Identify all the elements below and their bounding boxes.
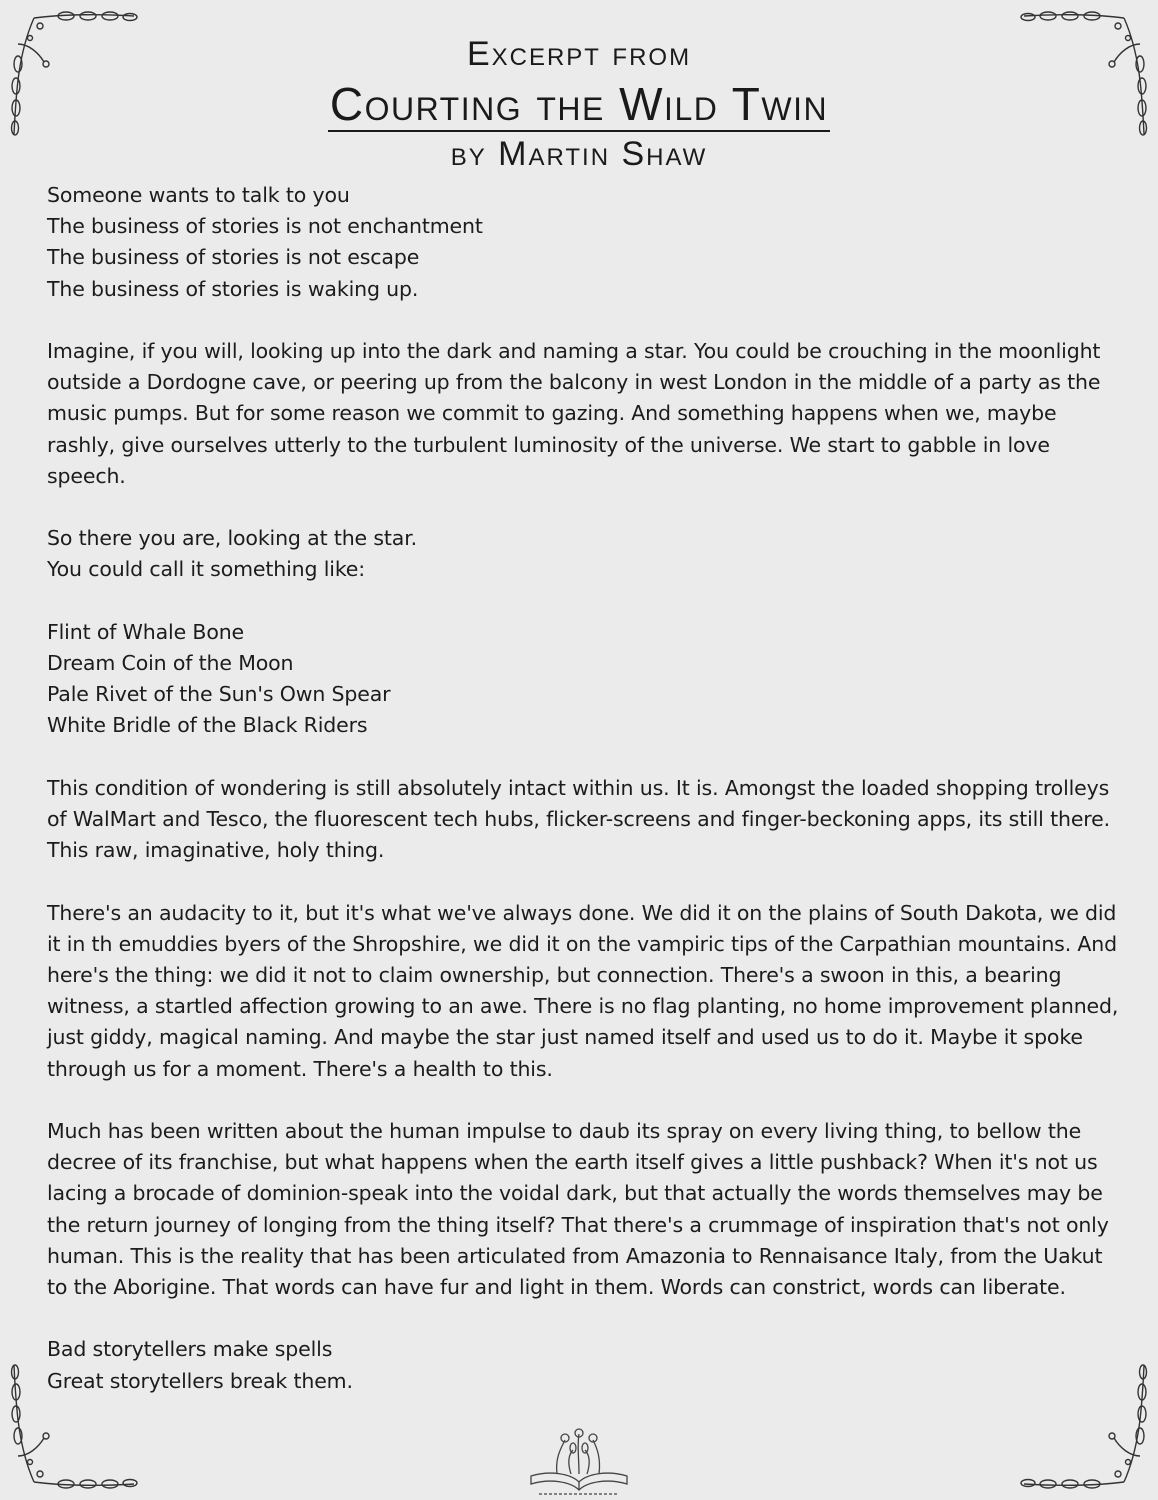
closing-line: Bad storytellers make spells	[47, 1337, 333, 1362]
paragraph-audacity: There's an audacity to it, but it's what we've always done. We did it on the plains of South Dakota, we did it in th emuddies byers of the Shropshire, we did it on the vampiric tips of the Carpathian mountains. And here's the thing: we did it not to claim ownership, but connection. There's a swoon in this, a bearing witness, a startled affection growing to an awe. There is no flag planting, no home improvement planned, just giddy, magical naming. And maybe the star just named itself and used us to do it. Maybe it spoke through us for a moment. There's a health to this.	[47, 900, 1119, 1081]
title-excerpt-line: Excerpt from	[466, 35, 692, 73]
stanza-line: You could call it something like:	[47, 557, 366, 582]
stanza-line: Someone wants to talk to you	[47, 183, 350, 207]
paragraph-wondering: This condition of wondering is still absolutely intact within us. It is. Amongst the loaded shopping trolleys of WalMart and Tesco, the fluorescent tech hubs, flicker-screens and finger-beckoning apps, its still there. This raw, imaginative, holy thing.	[47, 775, 1110, 863]
book-with-flowers-icon	[527, 1428, 631, 1498]
excerpt-body	[47, 180, 1127, 1428]
opening-stanza	[47, 180, 1127, 305]
stanza-line: The business of stories is not escape	[47, 245, 420, 270]
star-name: Dream Coin of the Moon	[47, 651, 294, 675]
title-block	[0, 34, 1158, 174]
star-name: White Bridle of the Black Riders	[47, 713, 368, 738]
closing-line: Great storytellers break them.	[47, 1368, 353, 1393]
book-title: Courting the Wild Twin	[329, 78, 829, 130]
stanza-line: The business of stories is not enchantment	[47, 214, 483, 239]
closing-stanza	[47, 1334, 1127, 1396]
stanza-line: So there you are, looking at the star.	[47, 526, 417, 551]
paragraph-imagine: Imagine, if you will, looking up into the dark and naming a star. You could be crouching in the moonlight outside a Dordogne cave, or peering up from the balcony in west London in the middle of a party as the music pumps. But for some reason we commit to gazing. And something happens when we, maybe rashly, give ourselves utterly to the turbulent luminosity of the universe. We start to gabble in love speech.	[47, 339, 1101, 488]
star-name: Flint of Whale Bone	[47, 619, 245, 644]
star-stanza	[47, 523, 1127, 585]
author-line: by Martin Shaw	[450, 135, 708, 173]
star-name: Pale Rivet of the Sun's Own Spear	[47, 682, 391, 707]
paragraph-impulse: Much has been written about the human impulse to daub its spray on every living thing, to bellow the decree of its franchise, but what happens when the earth itself gives a little pushback? When it's not us lacing a brocade of dominion-speak into the voidal dark, but that actually the words themselves may be the return journey of longing from the thing itself? That there's a crummage of inspiration that's not only human. This is the reality that has been articulated from Amazonia to Rennaisance Italy, from the Uakut to the Aborigine. That words can have fur and light in them. Words can constrict, words can liberate.	[47, 1119, 1109, 1300]
star-names-list	[47, 617, 1127, 742]
stanza-line: The business of stories is waking up.	[47, 276, 419, 301]
